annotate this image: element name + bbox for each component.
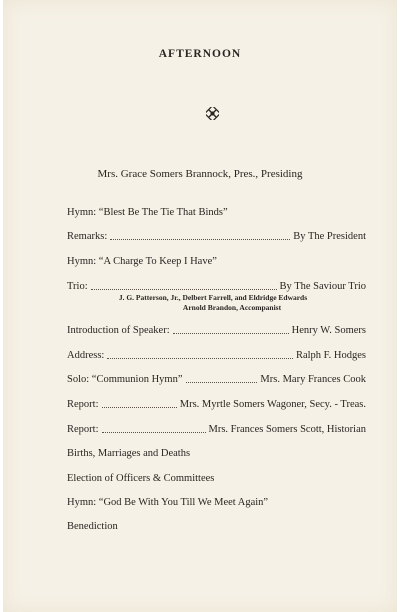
introduction-label: Introduction of Speaker:: [67, 325, 170, 336]
address-item: [67, 350, 366, 362]
benediction-item: [67, 521, 366, 533]
report-label: Report:: [67, 424, 99, 435]
election-item: [67, 473, 366, 485]
trio-members: J. G. Patterson, Jr., Delbert Farrell, and Eldridge Edwards: [118, 293, 308, 302]
trio-value: By The Saviour Trio: [279, 281, 366, 292]
dotted-leader: [173, 332, 289, 334]
remarks-value: By The President: [293, 231, 366, 242]
page-title: AFTERNOON: [158, 48, 242, 60]
report-label: Report:: [67, 399, 99, 410]
dotted-leader: [107, 357, 293, 359]
hymn-item: [67, 207, 366, 219]
introduction-item: [67, 325, 366, 337]
benediction-label: Benediction: [67, 521, 118, 532]
dotted-leader: [186, 381, 258, 383]
program-page: [3, 0, 397, 612]
births-label: Births, Marriages and Deaths: [67, 448, 191, 459]
trio-item: [67, 281, 366, 293]
solo-value: Mrs. Mary Frances Cook: [260, 374, 366, 385]
hymn-item: [67, 256, 366, 268]
solo-label: Solo: “Communion Hymn”: [67, 374, 183, 385]
report-item: [67, 424, 366, 436]
remarks-item: [67, 231, 366, 243]
dotted-leader: [102, 406, 177, 408]
trio-label: Trio:: [67, 281, 88, 292]
hymn-item: [67, 497, 366, 509]
address-value: Ralph F. Hodges: [295, 350, 366, 361]
trio-accompanist: Arnold Brandon, Accompanist: [182, 303, 282, 312]
dotted-leader: [110, 238, 290, 240]
introduction-value: Henry W. Somers: [291, 325, 366, 336]
fleuron-icon: [206, 107, 219, 120]
births-item: [67, 448, 366, 460]
hymn-label: Hymn: “Blest Be The Tie That Binds”: [67, 207, 228, 218]
dotted-leader: [102, 431, 206, 433]
hymn-label: Hymn: “A Charge To Keep I Have”: [67, 256, 217, 267]
report-value: Mrs. Myrtle Somers Wagoner, Secy. - Treas.: [179, 399, 366, 410]
hymn-label: Hymn: “God Be With You Till We Meet Again”: [67, 497, 269, 508]
remarks-label: Remarks:: [67, 231, 108, 242]
solo-item: [67, 374, 366, 386]
presiding-line: Mrs. Grace Somers Brannock, Pres., Presiding: [97, 168, 303, 180]
election-label: Election of Officers & Committees: [67, 473, 215, 484]
report-value: Mrs. Frances Somers Scott, Historian: [208, 424, 366, 435]
address-label: Address:: [67, 350, 105, 361]
report-item: [67, 399, 366, 411]
dotted-leader: [91, 288, 277, 290]
